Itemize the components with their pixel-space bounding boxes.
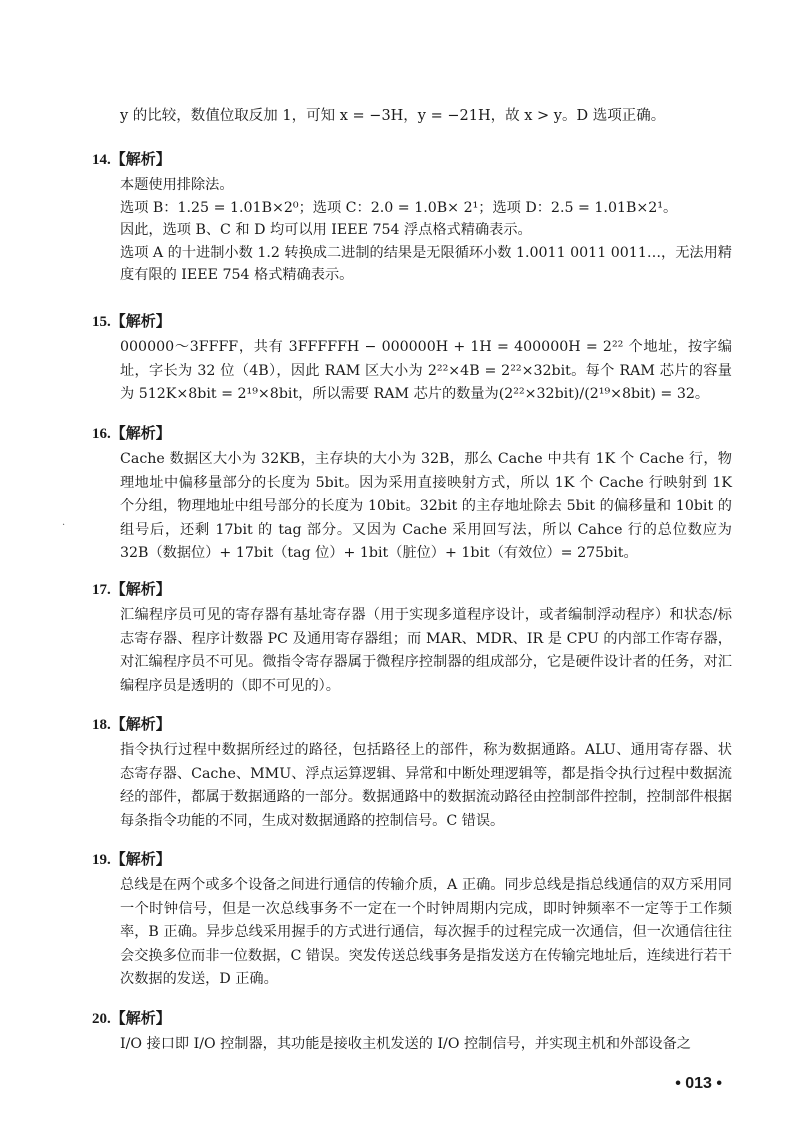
- question-19: [92, 848, 732, 992]
- answer-paragraph: I/O 接口即 I/O 控制器，其功能是接收主机发送的 I/O 控制信号，并实现主机和外部设备之: [120, 1036, 691, 1052]
- question-number: 19.: [92, 852, 111, 868]
- page-number: • 013 •: [675, 1075, 722, 1092]
- question-heading: [92, 578, 732, 601]
- question-heading: [92, 713, 732, 736]
- question-20: [92, 1007, 732, 1057]
- answer-paragraph: 总线是在两个或多个设备之间进行通信的传输介质，A 正确。同步总线是指总线通信的双方采用同一个时钟信号，但是一次总线事务不一定在一个时钟周期内完成，即时钟频率不一定等于工作频率，B 正确。异步总线采用握手的方式进行通信，每次握手的过程完成一次通信，但一次通信往往会交换多位而非一位数据，C 错误。突发传送总线事务是指发送方在传输完地址后，连续进行若干次数据的发送，D 正确。: [120, 877, 732, 987]
- question-heading: [92, 422, 732, 445]
- intro-paragraph: y 的比较，数值位取反加 1，可知 x = −3H，y = −21H，故 x > y。D 选项正确。: [120, 108, 666, 124]
- question-number: 14.: [92, 152, 111, 168]
- stray-dot: ·: [62, 520, 66, 531]
- question-number: 18.: [92, 717, 111, 733]
- question-heading: [92, 1007, 732, 1030]
- question-number: 17.: [92, 582, 111, 598]
- question-label: 【解析】: [110, 150, 171, 168]
- question-17: [92, 578, 732, 698]
- question-18: [92, 713, 732, 833]
- answer-paragraph: 因此，选项 B、C 和 D 均可以用 IEEE 754 浮点格式精确表示。: [120, 222, 532, 238]
- question-16: [92, 422, 732, 566]
- question-heading: [92, 310, 732, 333]
- question-label: 【解析】: [110, 1009, 171, 1027]
- answer-paragraph: 汇编程序员可见的寄存器有基址寄存器（用于实现多道程序设计，或者编制浮动程序）和状态/标志寄存器、程序计数器 PC 及通用寄存器组；而 MAR、MDR、IR 是 CPU 的内部工作寄存器，对汇编程序员不可见。微指令寄存器属于微程序控制器的组成部分，它是硬件设计者的任务，对汇编程序员是透明的（即不可见的）。: [120, 607, 732, 694]
- answer-paragraph: 000000～3FFFF，共有 3FFFFFH − 000000H + 1H = 400000H = 2²² 个地址，按字编址，字长为 32 位（4B），因此 RAM 区大小为 2²²×4B = 2²²×32bit。每个 RAM 芯片的容量为 512K×8bit = 2¹⁹×8bit，所以需要 RAM 芯片的数量为(2²²×32bit)/(2¹⁹×8bit) = 32。: [120, 339, 732, 402]
- question-label: 【解析】: [110, 850, 171, 868]
- question-heading: [92, 148, 732, 171]
- question-number: 16.: [92, 426, 111, 442]
- answer-paragraph: 选项 A 的十进制小数 1.2 转换成二进制的结果是无限循环小数 1.0011 0011 0011…，无法用精度有限的 IEEE 754 格式精确表示。: [120, 244, 732, 283]
- question-heading: [92, 848, 732, 871]
- question-14: [92, 148, 732, 287]
- question-label: 【解析】: [110, 424, 171, 442]
- question-number: 15.: [92, 314, 111, 330]
- answer-paragraph: 选项 B：1.25 = 1.01B×2⁰；选项 C：2.0 = 1.0B× 2¹；选项 D：2.5 = 1.01B×2¹。: [120, 199, 678, 216]
- answer-paragraph: Cache 数据区大小为 32KB，主存块的大小为 32B，那么 Cache 中共有 1K 个 Cache 行，物理地址中偏移量部分的长度为 5bit。因为采用直接映射方式，所以 1K 个 Cache 行映射到 1K 个分组，物理地址中组号部分的长度为 10bit。32bit 的主存地址除去 5bit 的偏移量和 10bit 的组号后，还剩 17bit 的 tag 部分。又因为 Cache 采用回写法，所以 Cahce 行的总位数应为 32B（数据位）+ 17bit（tag 位）+ 1bit（脏位）+ 1bit（有效位）= 275bit。: [120, 451, 732, 561]
- question-label: 【解析】: [110, 580, 171, 598]
- question-number: 20.: [92, 1011, 111, 1027]
- question-15: [92, 310, 732, 407]
- answer-paragraph: 指令执行过程中数据所经过的路径，包括路径上的部件，称为数据通路。ALU、通用寄存器、状态寄存器、Cache、MMU、浮点运算逻辑、异常和中断处理逻辑等，都是指令执行过程中数据流经的部件，都属于数据通路的一部分。数据通路中的数据流动路径由控制部件控制，控制部件根据每条指令功能的不同，生成对数据通路的控制信号。C 错误。: [120, 742, 732, 829]
- answer-paragraph: 本题使用排除法。: [120, 177, 234, 193]
- question-label: 【解析】: [110, 715, 171, 733]
- question-label: 【解析】: [110, 312, 171, 330]
